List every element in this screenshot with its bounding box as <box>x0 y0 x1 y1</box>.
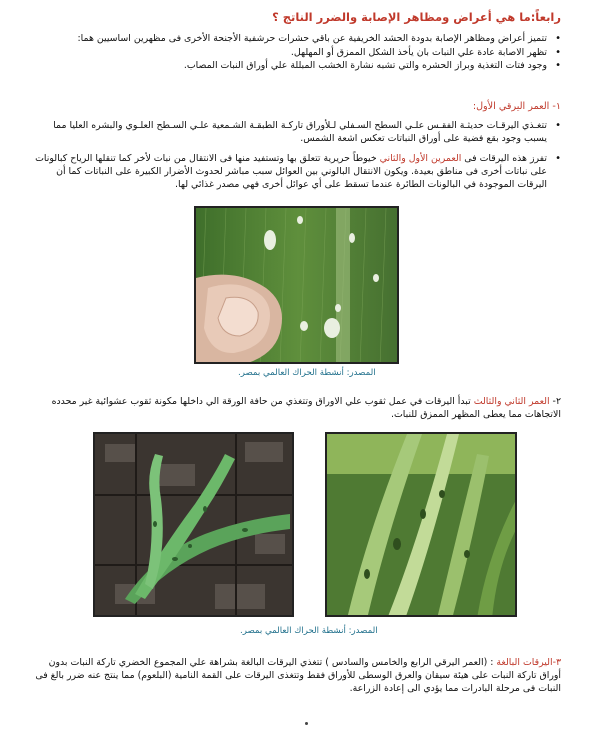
section-1-bullet-2-red: العمرين الأول والثاني <box>379 152 462 164</box>
seedling-soil-illustration <box>95 434 294 617</box>
intro-point-2: • وجود فتات التغذية وبراز الحشره والتي تشبه نشارة الخشب المبللة علي أوراق النبات المصاب. <box>31 59 561 72</box>
seedling-soil-photo <box>93 432 294 617</box>
section-3-text: : (العمر اليرقي الرابع والخامس والسادس ) تتغذي اليرقات البالغة بشراهة علي المجموع الخضري تاركة النبات بدون أوراق تاركة النبات على هيئة سيقان والعرق الوسطى للأوراق فقط وتتغذى اليرقات على القمة النامية (البلعوم) مما ينتج عنه ضرر بالغ فى النبات فى مرحلة البادرات مما يؤدي الى إعادة الزراعة. <box>35 657 561 695</box>
section-1-bullet-2-pre: تفرز هذه اليرقات فى <box>461 152 547 164</box>
caption-1: المصدر: أنشطة الحراك العالمي بمصر. <box>238 368 376 378</box>
section-1-bullet-1: • تتغـذي اليرقـات حديثـة الفقـس علـي السطح السـفلي لـلأوراق تاركـة الطبقـة الشـمعية علـي السـطح العلـوي والبشره العليا مما يسبب وجود بقع فضية على أوراق النباتات تعكس اشعة الشمس. <box>31 119 561 145</box>
section-1-bullet-2-post: خيوطاً حريرية تتعلق بها وتستفيد منها فى الانتقال من نبات لأخر كما تنقلها الرياح كبالونات على نباتات أخرى فى مناطق بعيدة. ويكون الانتقال البالوني بين العوائل سبب مباشر لحدوث الأضرار الكبيرة على النباتات كما أن اليرقات الموجودة في البالونات الطائرة عندما تسقط على أي عوائل أخرى فهي مصدر غذائي لها. <box>35 152 547 191</box>
section-1-bullet-2 <box>31 152 561 192</box>
intro-block <box>31 32 561 73</box>
section-2-red: العمر الثاني والثالث <box>473 396 550 407</box>
caption-2: المصدر: أنشطة الحراك العالمي بمصر. <box>240 626 378 636</box>
section-2-text: تبدأ اليرقات في عمل ثقوب علي الاوراق وتتغذي من حافة الورقة الي داخلها مكونة ثقوب عشوائية غير محدده الاتجاهات مما يعطى المظهر الممزق للنبات. <box>51 396 561 421</box>
leaf-thumb-illustration <box>196 208 399 364</box>
leaf-thumb-photo <box>194 206 399 364</box>
intro-bullet: • تتميز أعراض ومظاهر الإصابة بدودة الحشد الخريفية عن باقي حشرات حرشفية الأجنحة الأخرى فى مظهرين اساسيين هما: <box>31 32 561 45</box>
section-1 <box>31 100 561 191</box>
tattered-corn-photo <box>325 432 517 617</box>
tattered-corn-illustration <box>327 434 517 617</box>
intro-point-1: • تظهر الاصابة عادة علي النبات بان يأخذ الشكل الممزق أو المهلهل. <box>31 46 561 59</box>
section-3 <box>31 656 561 696</box>
section-2-prefix: ٢- <box>549 396 561 407</box>
section-1-title: ١- العمر اليرقي الأول: <box>472 101 561 112</box>
page-dot <box>305 722 308 725</box>
section-2 <box>31 395 561 421</box>
page-heading: رابعاً:ما هي أعراض ومظاهر الإصابة والضرر الناتج ؟ <box>272 10 561 24</box>
section-3-red: ٣-اليرقات البالغة <box>496 657 561 668</box>
